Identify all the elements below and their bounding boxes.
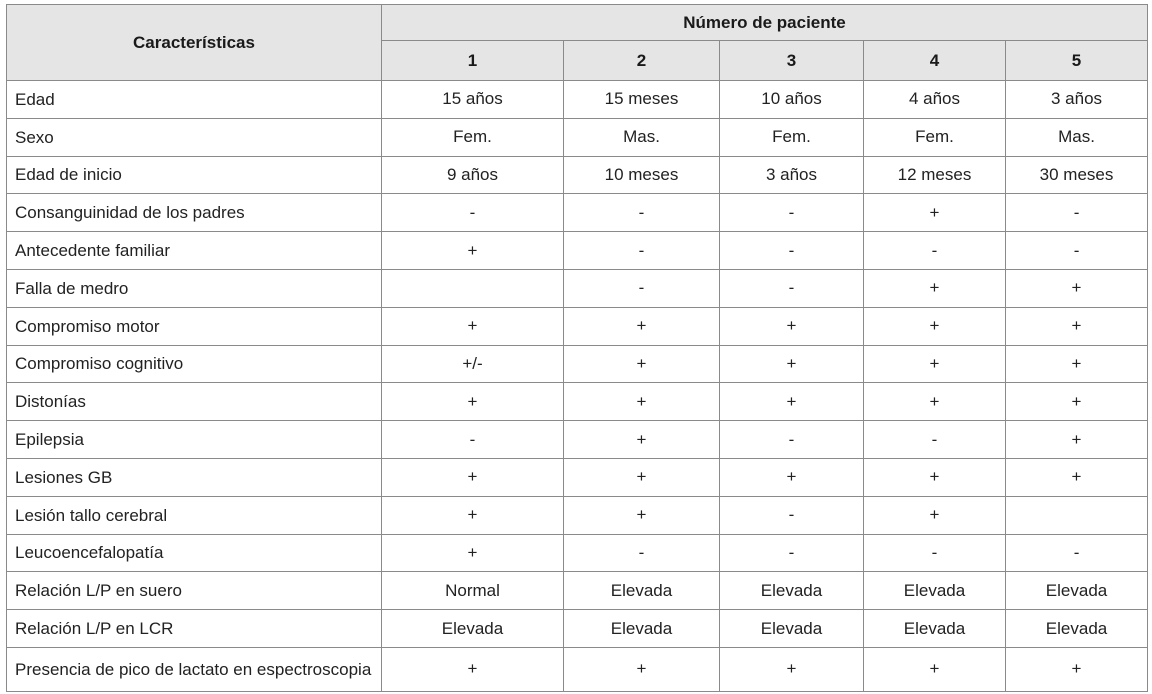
patient-4-value: 4 años	[864, 81, 1006, 119]
patient-2-value: -	[564, 269, 720, 307]
row-label: Lesiones GB	[7, 458, 382, 496]
table-row	[7, 269, 1148, 307]
patient-5-value: +	[1006, 307, 1148, 345]
patient-5-value: Mas.	[1006, 118, 1148, 156]
patient-3-value: -	[720, 534, 864, 572]
table-row	[7, 572, 1148, 610]
patient-4-value: +	[864, 383, 1006, 421]
patient-5-value: +	[1006, 345, 1148, 383]
row-label: Antecedente familiar	[7, 232, 382, 270]
patient-4-value: +	[864, 647, 1006, 691]
patient-number: 4	[864, 41, 1006, 81]
patient-1-value: Elevada	[382, 610, 564, 648]
patient-2-value: +	[564, 383, 720, 421]
patient-2-value: -	[564, 534, 720, 572]
row-label: Leucoencefalopatía	[7, 534, 382, 572]
patient-4-value: -	[864, 421, 1006, 459]
patient-4-value: Fem.	[864, 118, 1006, 156]
table-body	[7, 81, 1148, 692]
patient-3-value: -	[720, 269, 864, 307]
row-label: Edad de inicio	[7, 156, 382, 194]
patient-2-value: +	[564, 458, 720, 496]
patient-4-value: +	[864, 345, 1006, 383]
patient-4-value: Elevada	[864, 572, 1006, 610]
patient-2-value: +	[564, 307, 720, 345]
patient-4-value: Elevada	[864, 610, 1006, 648]
table-row	[7, 81, 1148, 119]
patient-number: 1	[382, 41, 564, 81]
patient-3-value: 10 años	[720, 81, 864, 119]
table-row	[7, 534, 1148, 572]
table-header	[7, 5, 1148, 81]
patient-2-value: 15 meses	[564, 81, 720, 119]
patient-1-value: Normal	[382, 572, 564, 610]
patient-1-value: +	[382, 647, 564, 691]
patient-1-value: +/-	[382, 345, 564, 383]
row-label: Lesión tallo cerebral	[7, 496, 382, 534]
patient-3-value: -	[720, 194, 864, 232]
patient-5-value: Elevada	[1006, 610, 1148, 648]
patient-5-value: +	[1006, 647, 1148, 691]
patient-2-value: Elevada	[564, 610, 720, 648]
header-characteristics: Características	[7, 5, 382, 81]
patient-2-value: +	[564, 345, 720, 383]
patient-2-value: -	[564, 194, 720, 232]
patient-4-value: 12 meses	[864, 156, 1006, 194]
patient-4-value: +	[864, 496, 1006, 534]
patient-3-value: +	[720, 383, 864, 421]
patient-3-value: Fem.	[720, 118, 864, 156]
patient-1-value: +	[382, 496, 564, 534]
patient-2-value: Mas.	[564, 118, 720, 156]
row-label: Distonías	[7, 383, 382, 421]
patient-1-value	[382, 269, 564, 307]
patient-1-value: 9 años	[382, 156, 564, 194]
patient-5-value: +	[1006, 383, 1148, 421]
table-row	[7, 421, 1148, 459]
patient-4-value: +	[864, 307, 1006, 345]
patient-2-value: Elevada	[564, 572, 720, 610]
patient-4-value: +	[864, 194, 1006, 232]
patient-number: 3	[720, 41, 864, 81]
patient-5-value: 30 meses	[1006, 156, 1148, 194]
table-row	[7, 232, 1148, 270]
table-row	[7, 647, 1148, 691]
table-row	[7, 496, 1148, 534]
table-row	[7, 118, 1148, 156]
patient-5-value: +	[1006, 421, 1148, 459]
row-label: Sexo	[7, 118, 382, 156]
patient-5-value	[1006, 496, 1148, 534]
row-label: Relación L/P en suero	[7, 572, 382, 610]
patient-1-value: +	[382, 383, 564, 421]
row-label: Relación L/P en LCR	[7, 610, 382, 648]
header-row	[7, 5, 1148, 41]
patient-number: 2	[564, 41, 720, 81]
patient-2-value: -	[564, 232, 720, 270]
patient-1-value: +	[382, 458, 564, 496]
patient-5-value: -	[1006, 194, 1148, 232]
row-label: Compromiso motor	[7, 307, 382, 345]
patient-3-value: Elevada	[720, 572, 864, 610]
patient-1-value: +	[382, 232, 564, 270]
patient-3-value: +	[720, 345, 864, 383]
table-row	[7, 307, 1148, 345]
patient-1-value: +	[382, 534, 564, 572]
patient-1-value: -	[382, 421, 564, 459]
table-row	[7, 194, 1148, 232]
patient-3-value: +	[720, 647, 864, 691]
table-row	[7, 383, 1148, 421]
patient-2-value: +	[564, 496, 720, 534]
patient-4-value: +	[864, 458, 1006, 496]
patient-5-value: 3 años	[1006, 81, 1148, 119]
patient-1-value: Fem.	[382, 118, 564, 156]
patient-4-value: -	[864, 534, 1006, 572]
row-label: Falla de medro	[7, 269, 382, 307]
table-row	[7, 345, 1148, 383]
patient-2-value: +	[564, 647, 720, 691]
patient-3-value: +	[720, 307, 864, 345]
patient-5-value: +	[1006, 458, 1148, 496]
patient-5-value: -	[1006, 232, 1148, 270]
patient-3-value: 3 años	[720, 156, 864, 194]
patient-characteristics-table	[6, 4, 1148, 692]
patient-1-value: +	[382, 307, 564, 345]
patient-3-value: -	[720, 232, 864, 270]
patient-4-value: -	[864, 232, 1006, 270]
patient-3-value: -	[720, 496, 864, 534]
patient-5-value: +	[1006, 269, 1148, 307]
row-label: Edad	[7, 81, 382, 119]
patient-2-value: +	[564, 421, 720, 459]
patient-5-value: -	[1006, 534, 1148, 572]
row-label: Compromiso cognitivo	[7, 345, 382, 383]
patient-4-value: +	[864, 269, 1006, 307]
patient-2-value: 10 meses	[564, 156, 720, 194]
row-label: Consanguinidad de los padres	[7, 194, 382, 232]
table-row	[7, 458, 1148, 496]
patient-5-value: Elevada	[1006, 572, 1148, 610]
table-row	[7, 610, 1148, 648]
patient-1-value: 15 años	[382, 81, 564, 119]
table-row	[7, 156, 1148, 194]
patient-3-value: -	[720, 421, 864, 459]
header-patient-number: Número de paciente	[382, 5, 1148, 41]
row-label: Presencia de pico de lactato en espectroscopia	[7, 647, 382, 691]
patient-3-value: Elevada	[720, 610, 864, 648]
row-label: Epilepsia	[7, 421, 382, 459]
patient-number: 5	[1006, 41, 1148, 81]
patient-1-value: -	[382, 194, 564, 232]
patient-3-value: +	[720, 458, 864, 496]
